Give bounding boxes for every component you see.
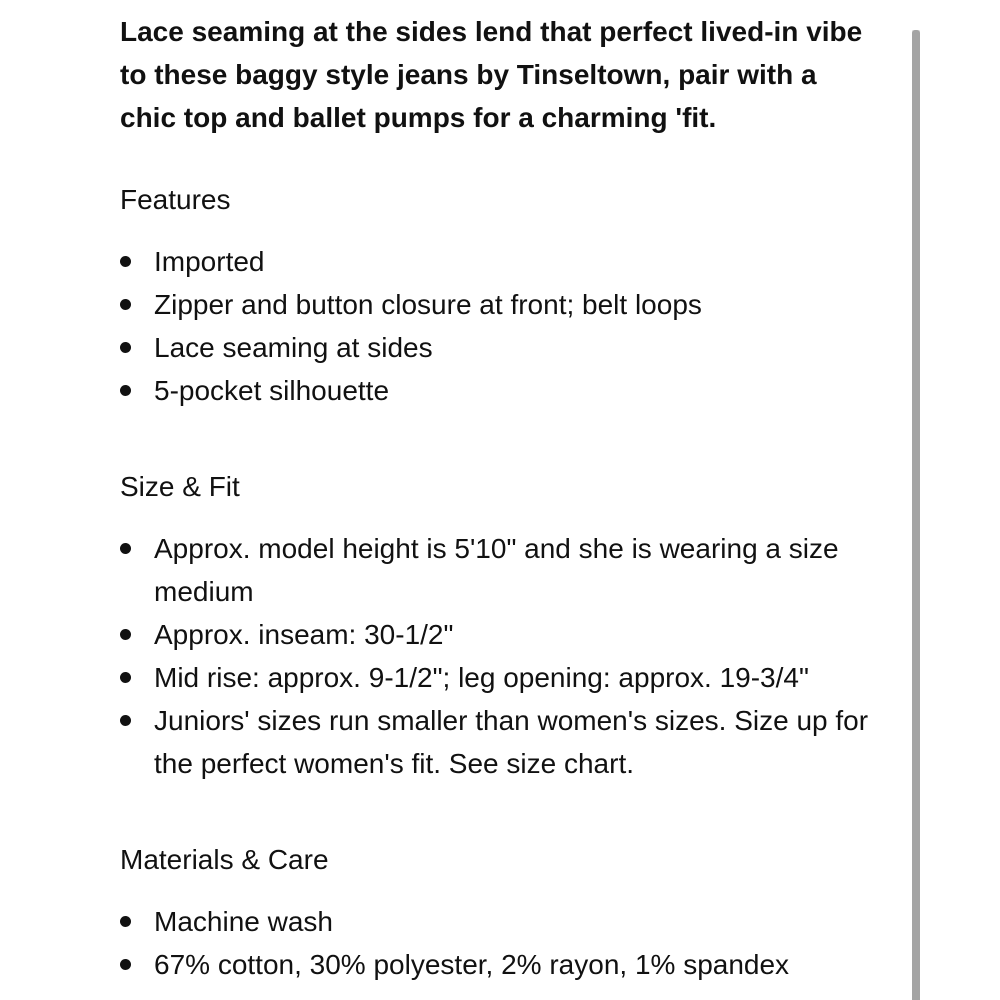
list-item: 5-pocket silhouette — [120, 369, 880, 412]
list-item: Zipper and button closure at front; belt loops — [120, 283, 880, 326]
vertical-scrollbar[interactable] — [912, 30, 920, 1000]
materials-care-heading: Materials & Care — [120, 844, 329, 875]
list-item: Approx. inseam: 30-1/2" — [120, 613, 880, 656]
features-list — [120, 240, 880, 412]
list-item: 67% cotton, 30% polyester, 2% rayon, 1% spandex — [120, 943, 880, 986]
list-item: Approx. model height is 5'10" and she is wearing a size medium — [120, 527, 880, 613]
list-item: Machine wash — [120, 900, 880, 943]
materials-care-list — [120, 900, 880, 986]
product-description: Lace seaming at the sides lend that perfect lived-in vibe to these baggy style jeans by Tinseltown, pair with a chic top and ballet pumps for a charming 'fit. — [120, 16, 863, 133]
list-item: Lace seaming at sides — [120, 326, 880, 369]
list-item: Juniors' sizes run smaller than women's sizes. Size up for the perfect women's fit. See size chart. — [120, 699, 880, 785]
scrollbar-thumb[interactable] — [912, 30, 920, 1000]
features-heading: Features — [120, 184, 231, 215]
list-item: Imported — [120, 240, 880, 283]
product-details — [120, 0, 880, 986]
size-fit-heading: Size & Fit — [120, 471, 240, 502]
list-item: Mid rise: approx. 9-1/2"; leg opening: approx. 19-3/4" — [120, 656, 880, 699]
size-fit-list — [120, 527, 880, 785]
